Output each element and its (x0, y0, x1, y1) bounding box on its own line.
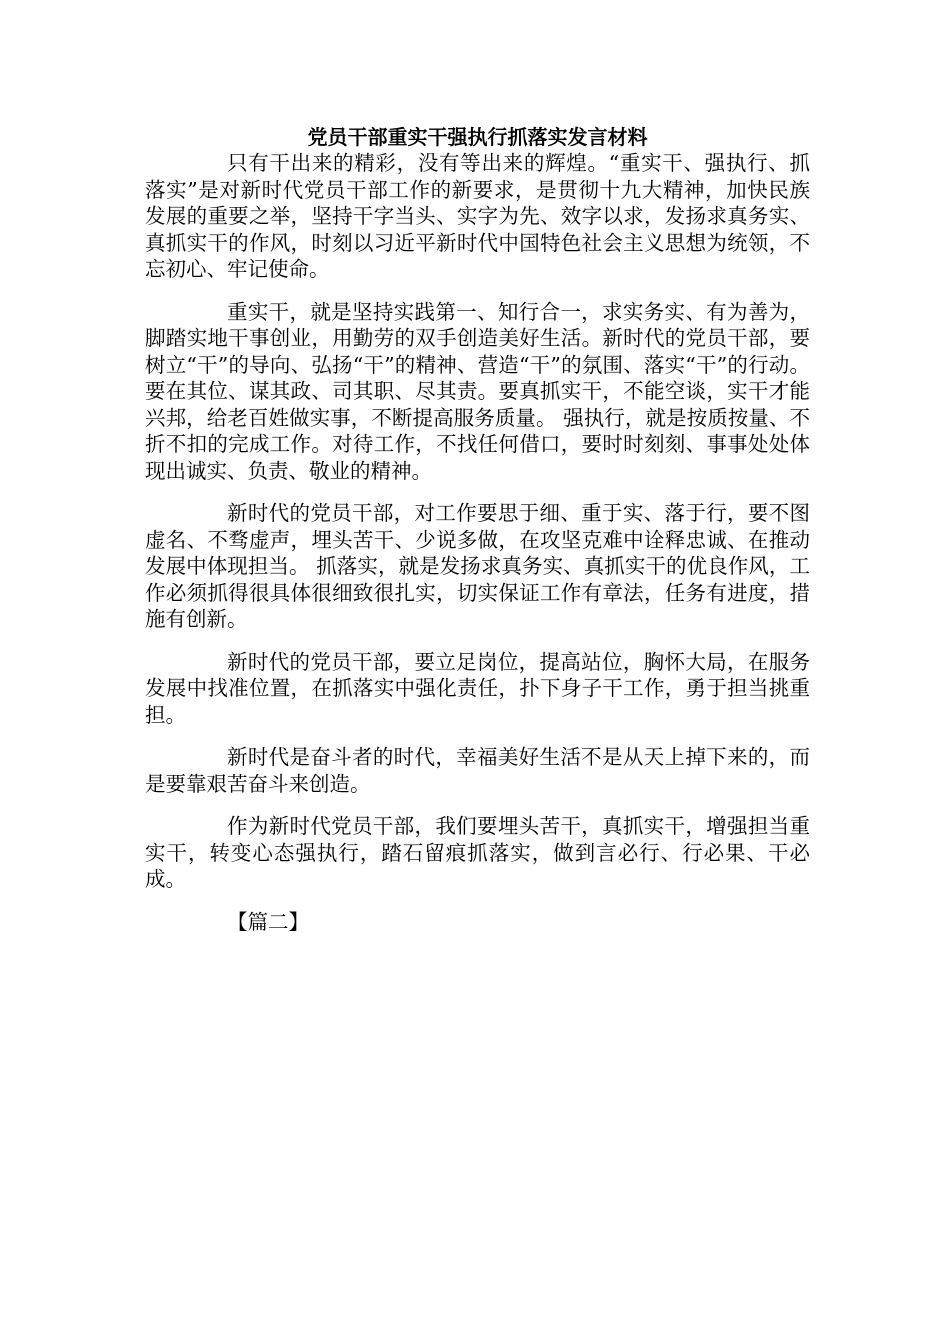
paragraph-6: 作为新时代党员干部，我们要埋头苦干，真抓实干，增强担当重实干，转变心态强执行，踏石留痕抓落实，做到言必行、行必果、干必成。 (145, 814, 810, 891)
section-label: 【篇二】 (227, 909, 309, 934)
paragraph-1: 只有干出来的精彩，没有等出来的辉煌。“重实干、强执行、抓落实”是对新时代党员干部工作的新要求，是贯彻十九大精神，加快民族发展的重要之举，坚持干字当头、实字为先、效字以求，发扬求真务实、真抓实干的作风，时刻以习近平新时代中国特色社会主义思想为统领，不忘初心、牢记使命。 (145, 151, 810, 281)
paragraph-3: 新时代的党员干部，对工作要思于细、重于实、落于行，要不图虚名、不骛虚声，埋头苦干、少说多做，在攻坚克难中诠释忠诚、在推动发展中体现担当。 抓落实，就是发扬求真务实、真抓实干的优良作风，工作必须抓得很具体很细致很扎实，切实保证工作有章法，任务有进度，措施有创新。 (145, 501, 810, 631)
document-title: 党员干部重实干强执行抓落实发言材料 (307, 125, 648, 149)
paragraph-2: 重实干，就是坚持实践第一、知行合一，求实务实、有为善为，脚踏实地干事创业，用勤劳的双手创造美好生活。新时代的党员干部，要树立“干”的导向、弘扬“干”的精神、营造“干”的氛围、落实“干”的行动。要在其位、谋其政、司其职、尽其责。要真抓实干，不能空谈，实干才能兴邦，给老百姓做实事，不断提高服务质量。 强执行，就是按质按量、不折不扣的完成工作。对待工作，不找任何借口，要时时刻刻、事事处处体现出诚实、负责、敬业的精神。 (145, 299, 810, 483)
document-body (145, 124, 810, 935)
paragraph-5: 新时代是奋斗者的时代，幸福美好生活不是从天上掉下来的，而是要靠艰苦奋斗来创造。 (145, 745, 810, 796)
paragraph-4: 新时代的党员干部，要立足岗位，提高站位，胸怀大局，在服务发展中找准位置，在抓落实中强化责任，扑下身子干工作，勇于担当挑重担。 (145, 649, 810, 727)
